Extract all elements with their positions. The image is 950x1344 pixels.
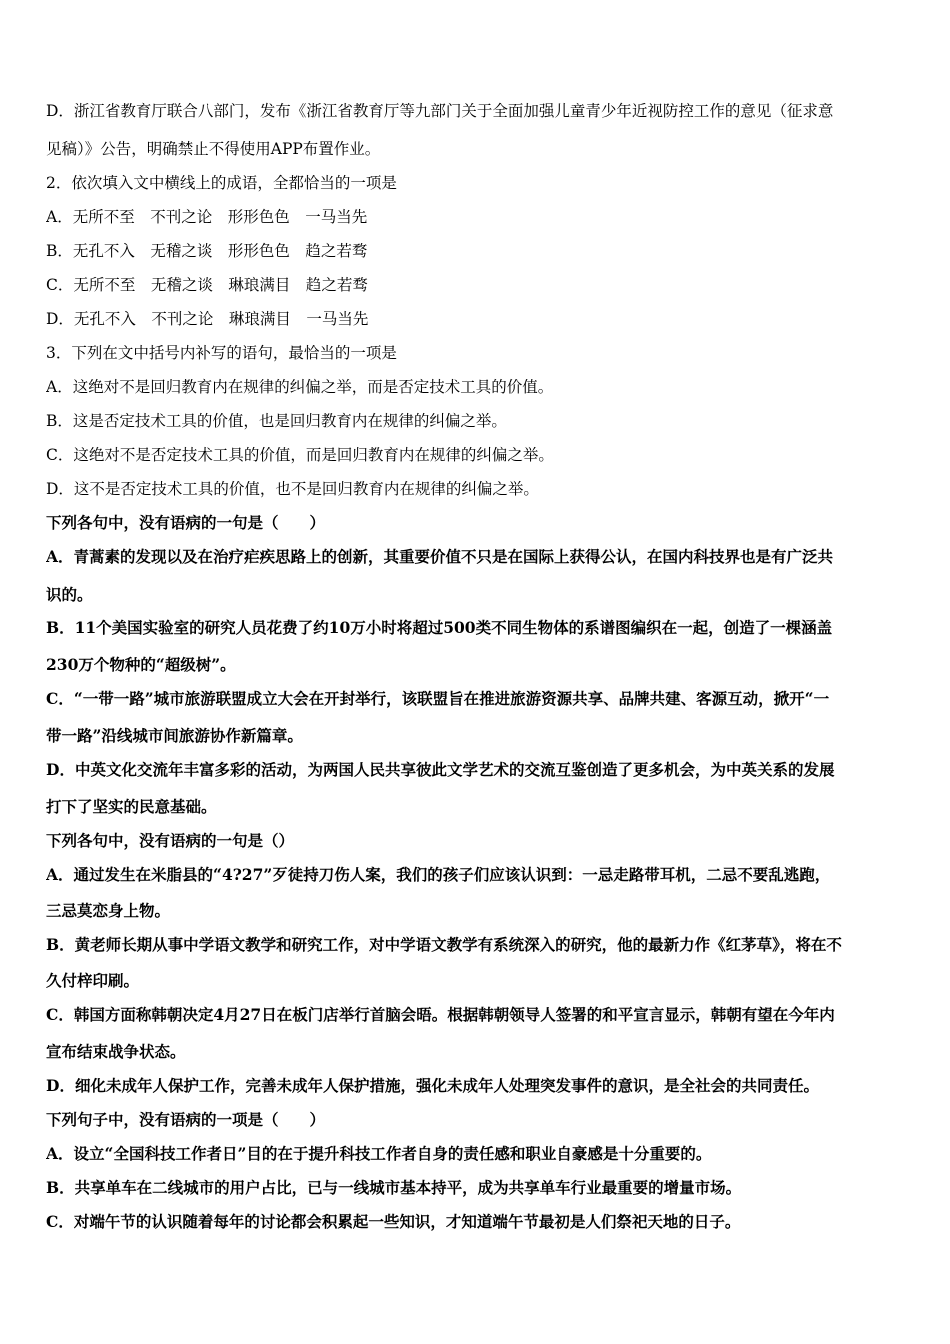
question-option-continued: 带一路”沿线城市间旅游协作新篇章。 xyxy=(46,726,303,745)
question-option: A．设立“全国科技工作者日”目的在于提升科技工作者自身的责任感和职业自豪感是十分重要的。 xyxy=(46,1144,712,1163)
question-stem: 2．依次填入文中横线上的成语，全都恰当的一项是 xyxy=(46,174,397,192)
question-option: B．无孔不入 无稽之谈 形形色色 趋之若骛 xyxy=(46,242,368,260)
question-option: B．黄老师长期从事中学语文教学和研究工作，对中学语文教学有系统深入的研究，他的最新力作《红茅草》，将在不 xyxy=(46,935,842,954)
question-option: C．对端午节的认识随着每年的讨论都会积累起一些知识，才知道端午节最初是人们祭祀天地的日子。 xyxy=(46,1212,741,1231)
question-option: A．青蒿素的发现以及在治疗疟疾思路上的创新，其重要价值不只是在国际上获得公认，在国内科技界也是有广泛共 xyxy=(46,547,834,566)
question-stem: 下列各句中，没有语病的一句是（ ） xyxy=(46,513,326,532)
question-option: D．中英文化交流年丰富多彩的活动，为两国人民共享彼此文学艺术的交流互鉴创造了更多机会，为中英关系的发展 xyxy=(46,760,835,779)
question-option: D．浙江省教育厅联合八部门，发布《浙江省教育厅等九部门关于全面加强儿童青少年近视防控工作的意见（征求意 xyxy=(46,102,834,120)
question-option: D．无孔不入 不刊之论 琳琅满目 一马当先 xyxy=(46,310,369,328)
question-option-continued: 三忌莫恋身上物。 xyxy=(46,901,171,920)
question-stem: 下列各句中，没有语病的一句是（） xyxy=(46,831,295,850)
question-option-continued: 宣布结束战争状态。 xyxy=(46,1042,186,1061)
question-option-continued: 久付梓印刷。 xyxy=(46,971,140,990)
question-stem: 下列句子中，没有语病的一项是（ ） xyxy=(46,1110,326,1129)
question-option: D．细化未成年人保护工作，完善未成年人保护措施，强化未成年人处理突发事件的意识，是全社会的共同责任。 xyxy=(46,1076,819,1095)
question-option: B．这是否定技术工具的价值，也是回归教育内在规律的纠偏之举。 xyxy=(46,412,507,430)
question-option-continued: 打下了坚实的民意基础。 xyxy=(46,797,217,816)
question-stem: 3．下列在文中括号内补写的语句，最恰当的一项是 xyxy=(46,344,397,362)
question-option-continued: 识的。 xyxy=(46,585,93,604)
question-option: C．“一带一路”城市旅游联盟成立大会在开封举行，该联盟旨在推进旅游资源共享、品牌共建、客源互动，掀开“一 xyxy=(46,689,830,708)
question-option: A．这绝对不是回归教育内在规律的纠偏之举，而是否定技术工具的价值。 xyxy=(46,378,554,396)
question-option-continued: 230万个物种的“超级树”。 xyxy=(46,655,236,674)
question-option: A．无所不至 不刊之论 形形色色 一马当先 xyxy=(46,208,368,226)
question-option: C．无所不至 无稽之谈 琳琅满目 趋之若骛 xyxy=(46,276,368,294)
question-option: C．这绝对不是否定技术工具的价值，而是回归教育内在规律的纠偏之举。 xyxy=(46,446,554,464)
question-option-continued: 见稿）》公告，明确禁止不得使用APP布置作业。 xyxy=(46,140,381,158)
question-option: C．韩国方面称韩朝决定4月27日在板门店举行首脑会晤。根据韩朝领导人签署的和平宣言显示，韩朝有望在今年内 xyxy=(46,1005,835,1024)
question-option: A．通过发生在米脂县的“4?27”歹徒持刀伤人案，我们的孩子们应该认识到：一忌走路带耳机，二忌不要乱逃跑， xyxy=(46,865,831,884)
question-option: B．11个美国实验室的研究人员花费了约10万小时将超过500类不同生物体的系谱图编织在一起，创造了一棵涵盖 xyxy=(46,618,833,637)
question-option: B．共享单车在二线城市的用户占比，已与一线城市基本持平，成为共享单车行业最重要的增量市场。 xyxy=(46,1178,742,1197)
question-option: D．这不是否定技术工具的价值，也不是回归教育内在规律的纠偏之举。 xyxy=(46,480,539,498)
